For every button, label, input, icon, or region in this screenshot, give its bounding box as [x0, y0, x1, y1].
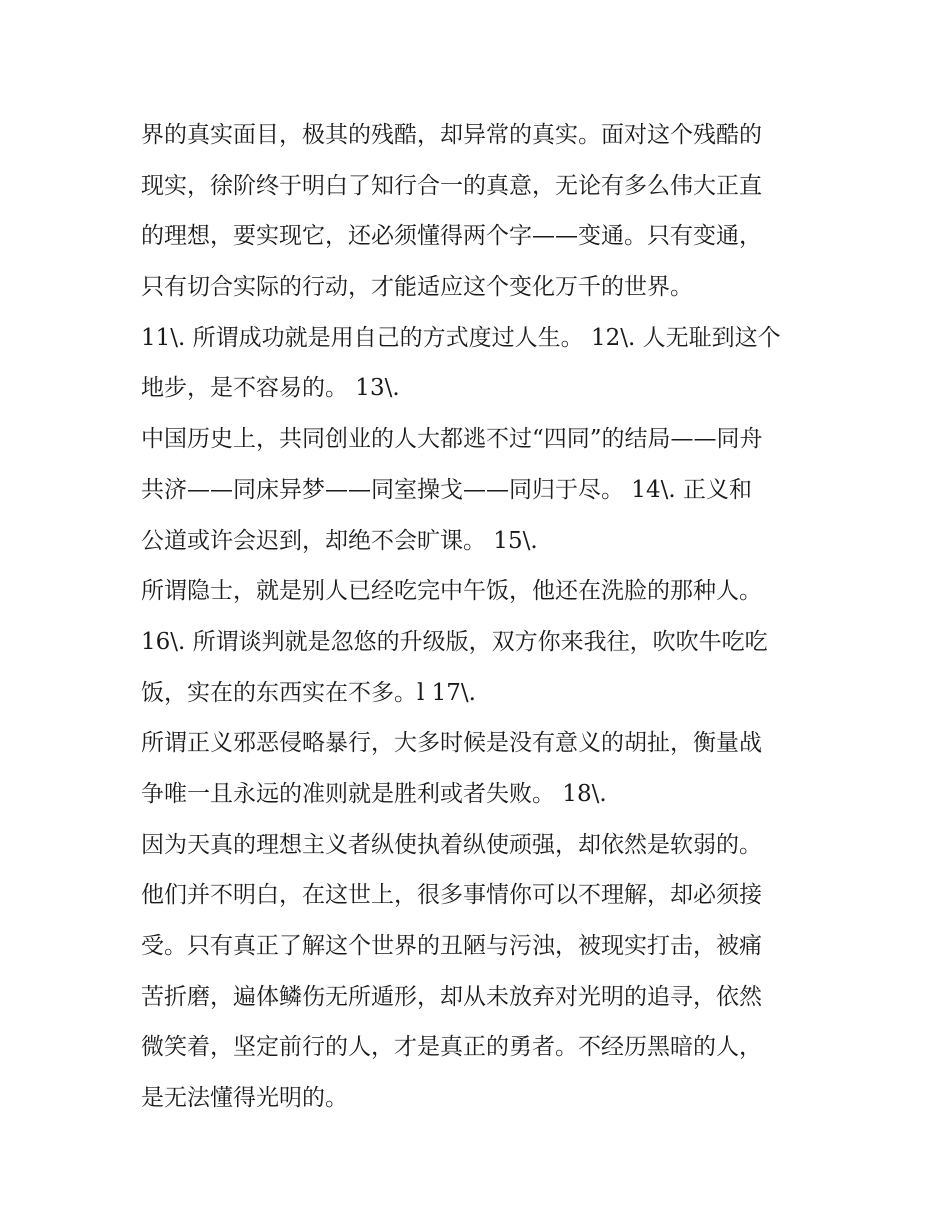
- text-line: 他们并不明白，在这世上，很多事情你可以不理解，却必须接: [141, 882, 762, 909]
- text-line: 只有切合实际的行动，才能适应这个变化万千的世界。: [141, 274, 693, 301]
- text-line: 地步，是不容易的。 13\.: [141, 375, 400, 402]
- text-line: 所谓隐士，就是别人已经吃完中午饭，他还在洗脸的那种人。: [141, 578, 762, 605]
- text-line: 苦折磨，遍体鳞伤无所遁形，却从未放弃对光明的追寻，依然: [141, 983, 762, 1010]
- text-line: 饭，实在的东西实在不多。l 17\.: [141, 679, 476, 706]
- text-line: 公道或许会迟到，却绝不会旷课。 15\.: [141, 527, 538, 554]
- text-line: 受。只有真正了解这个世界的丑陋与污浊，被现实打击，被痛: [141, 933, 762, 959]
- body-text: [141, 110, 821, 1124]
- text-line: 是无法懂得光明的。: [141, 1085, 348, 1112]
- text-line: 的理想，要实现它，还必须懂得两个字——变通。只有变通，: [141, 223, 762, 250]
- text-line: 现实，徐阶终于明白了知行合一的真意，无论有多么伟大正直: [141, 172, 762, 199]
- text-line: 16\. 所谓谈判就是忽悠的升级版，双方你来我往，吹吹牛吃吃: [141, 628, 768, 655]
- text-line: 共济——同床异梦——同室操戈——同归于尽。 14\. 正义和: [141, 476, 752, 503]
- text-line: 因为天真的理想主义者纵使执着纵使顽强，却依然是软弱的。: [141, 831, 762, 858]
- text-line: 中国历史上，共同创业的人大都逃不过“四同”的结局——同舟: [141, 426, 763, 453]
- text-line: 界的真实面目，极其的残酷，却异常的真实。面对这个残酷的: [141, 122, 762, 148]
- text-line: 11\. 所谓成功就是用自己的方式度过人生。 12\. 人无耻到这个: [141, 324, 781, 351]
- text-line: 微笑着，坚定前行的人，才是真正的勇者。不经历黑暗的人，: [141, 1034, 762, 1061]
- text-line: 所谓正义邪恶侵略暴行，大多时候是没有意义的胡扯，衡量战: [141, 730, 762, 757]
- text-line: 争唯一且永远的准则就是胜利或者失败。 18\.: [141, 780, 607, 807]
